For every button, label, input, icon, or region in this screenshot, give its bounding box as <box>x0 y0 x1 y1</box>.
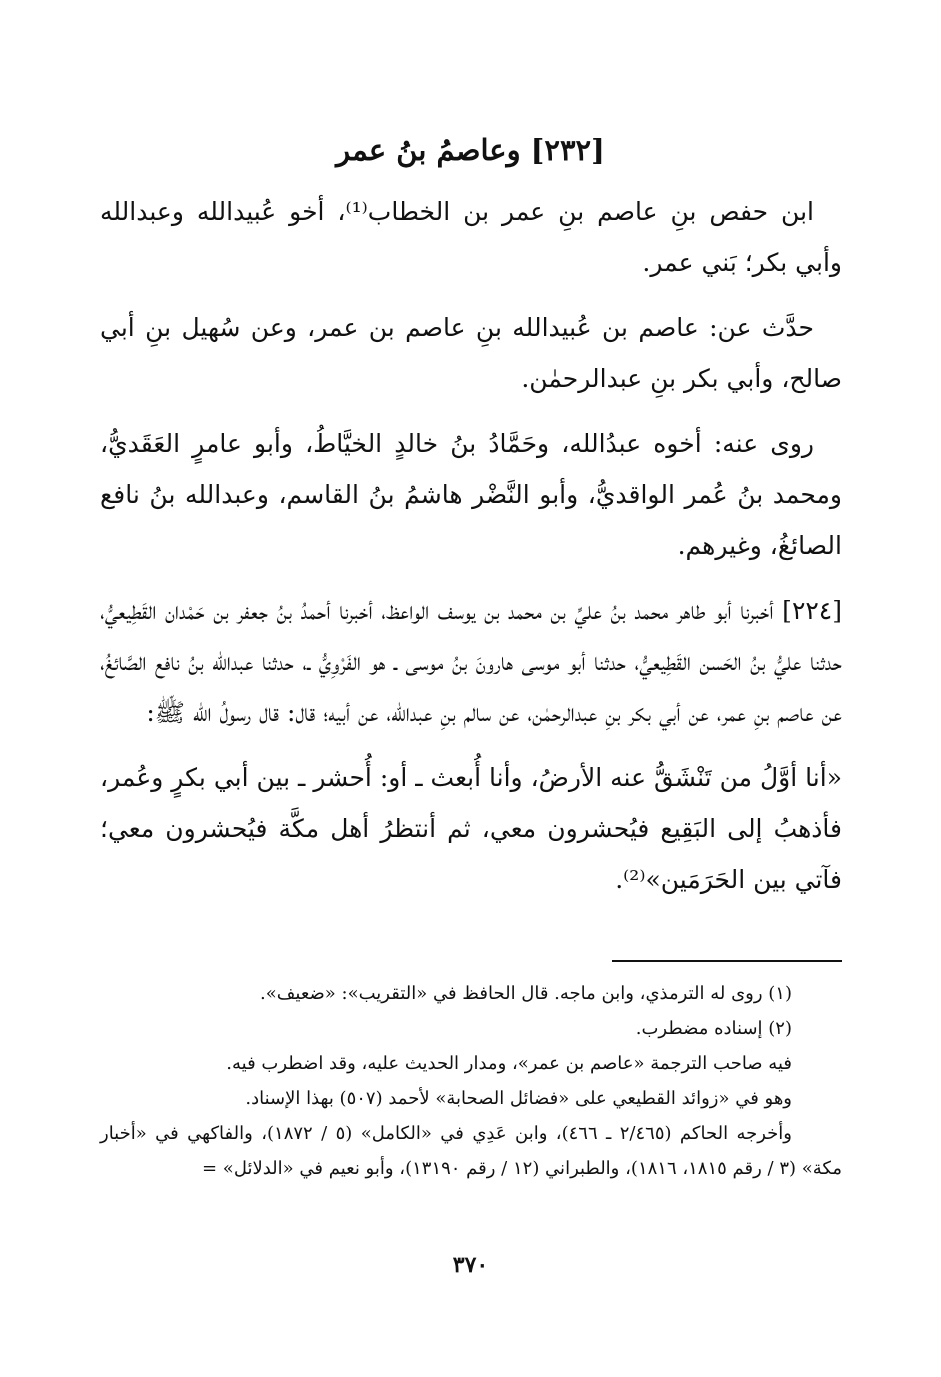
footnotes <box>100 976 842 1186</box>
footnote-2: (٢) إسناده مضطرب. <box>635 1018 792 1039</box>
footnote-2-line: فيه صاحب الترجمة «عاصم بن عمر»، ومدار الحديث عليه، وقد اضطرب فيه. <box>226 1053 792 1074</box>
isnad-paragraph: [٢٢٤] أخبرنا أبو طاهر محمد بنُ عليِّ بن محمد بن يوسف الواعظ، أخبرنا أحمدُ بنُ جعفر بن حَمْدان القَطِيعيُّ، حدثنا عليُّ بنُ الحَسن القَطِيعيُّ، حدثنا أبو موسى هارونَ بنُ موسى ـ هو الفَرْوِيُّ ـ، حدثنا عبدالله بنُ نافع الصَّائغُ، عن عاصم بنِ عمر، عن أبي بكر بنِ عبدالرحمٰن، عن سالم بنِ عبدالله، عن أبيه؛ قال: قال رسولُ الله ﷺ: <box>100 596 842 727</box>
biography-paragraph: ابن حفص بنِ عاصم بنِ عمر بن الخطاب⁽¹⁾، أخو عُبيدالله وعبدالله وأبي بكر؛ بَني عمر. <box>100 197 842 277</box>
page-number: ٣٧٠ <box>452 1252 489 1278</box>
footnote-2-line: وأخرجه الحاكم (٢/٤٦٥ ـ ٤٦٦)، وابن عَدِي في «الكامل» (٥ / ١٨٧٢)، والفاكهي في «أخبار مكة» (٣ / رقم ١٨١٥، ١٨١٦)، والطبراني (١٢ / رقم ١٣١٩٠)، وأبو نعيم في «الدلائل» = <box>100 1123 842 1179</box>
footnote-2-line: وهو في «زوائد القطيعي على «فضائل الصحابة» لأحمد (٥٠٧) بهذا الإسناد. <box>245 1088 792 1109</box>
footnote-1: (١) روى له الترمذي، وابن ماجه. قال الحافظ في «التقريب»: «ضعيف». <box>260 983 792 1004</box>
entry-title: [٢٣٢] وعاصمُ بنُ عمر <box>336 133 605 167</box>
students-paragraph: روى عنه: أخوه عبدُالله، وحَمَّادُ بنُ خالدٍ الخيَّاطُ، وأبو عامرٍ العَقَديُّ، ومحمد بنُ عُمر الواقديُّ، وأبو النَّضْر هاشمُ بنُ القاسم، وعبدالله بنُ نافع الصائغُ، وغيرهم. <box>100 429 842 560</box>
hadith-text: «أنا أوَّلُ من تَنْشَقُّ عنه الأرضُ، وأنا أُبعث ـ أو: أُحشر ـ بين أبي بكرٍ وعُمر، فأذهبُ إلى البَقِيع فيُحشرون معي، ثم أنتظرُ أهل مكَّة فيُحشرون معي؛ فآتي بين الحَرَمَين»⁽²⁾. <box>100 763 842 894</box>
footnote-divider <box>612 960 842 962</box>
teachers-paragraph: حدَّث عن: عاصم بن عُبيدالله بنِ عاصم بن عمر، وعن سُهيل بنِ أبي صالح، وأبي بكر بنِ عبدالرحمٰن. <box>100 313 842 393</box>
main-text <box>100 186 842 919</box>
